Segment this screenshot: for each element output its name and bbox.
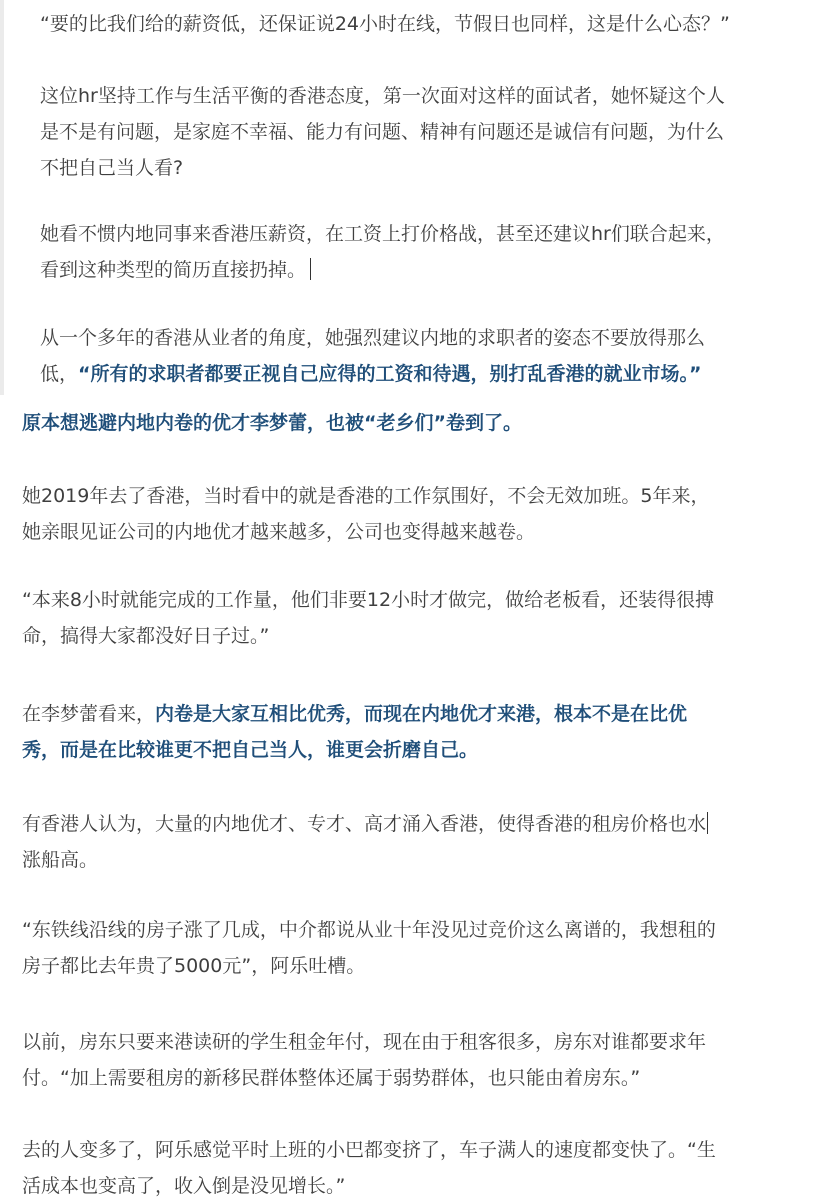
text-line: 她亲眼见证公司的内地优才越来越多，公司也变得越来越卷。 xyxy=(22,521,536,543)
body-paragraph-7 xyxy=(22,696,687,768)
section-heading: 原本想逃避内地内卷的优才李梦蕾，也被“老乡们”卷到了。 xyxy=(22,412,522,434)
text-line: 低， xyxy=(40,363,79,385)
text-line: “本来8小时就能完成的工作量，他们非要12小时才做完，做给老板看，还装得很搏 xyxy=(22,589,715,611)
text-line: 活成本也变高了，收入倒是没见增长。” xyxy=(22,1175,346,1197)
text-line: 不把自己当人看? xyxy=(40,157,184,179)
text-line: 涨船高。 xyxy=(22,849,99,871)
text-line: 房子都比去年贵了5000元”，阿乐吐槽。 xyxy=(22,955,366,977)
emphasis-text: 秀，而是在比较谁更不把自己当人，谁更会折磨自己。 xyxy=(22,739,479,761)
text-line: 以前，房东只要来港读研的学生租金年付，现在由于租客很多，房东对谁都要求年 xyxy=(22,1031,707,1053)
text-line: 有香港人认为，大量的内地优才、专才、高才涌入香港，使得香港的租房价格也水 xyxy=(22,813,707,835)
body-paragraph-11 xyxy=(22,1132,716,1204)
text-line: 她看不惯内地同事来香港压薪资，在工资上打价格战，甚至还建议hr们联合起来， xyxy=(40,223,725,245)
body-paragraph-9 xyxy=(22,912,716,984)
text-line: “要的比我们给的薪资低，还保证说24小时在线，节假日也同样，这是什么心态？” xyxy=(40,13,730,35)
text-cursor xyxy=(707,812,708,834)
quote-paragraph-1 xyxy=(40,6,730,42)
body-paragraph-8 xyxy=(22,806,708,878)
text-line: 这位hr坚持工作与生活平衡的香港态度，第一次面对这样的面试者，她怀疑这个人 xyxy=(40,85,725,107)
text-line: 在李梦蕾看来， xyxy=(22,703,156,725)
text-line: 是不是有问题，是家庭不幸福、能力有问题、精神有问题还是诚信有问题，为什么 xyxy=(40,121,725,143)
text-line: 去的人变多了，阿乐感觉平时上班的小巴都变挤了，车子满人的速度都变快了。“生 xyxy=(22,1139,716,1161)
text-line: 命，搞得大家都没好日子过。” xyxy=(22,625,270,647)
quote-paragraph-2 xyxy=(40,78,725,186)
text-line: 从一个多年的香港从业者的角度，她强烈建议内地的求职者的姿态不要放得那么 xyxy=(40,327,706,349)
text-line: 付。“加上需要租房的新移民群体整体还属于弱势群体，也只能由着房东。” xyxy=(22,1067,641,1089)
body-paragraph-6 xyxy=(22,582,714,654)
body-paragraph-5 xyxy=(22,478,709,550)
emphasis-text: 内卷是大家互相比优秀，而现在内地优才来港，根本不是在比优 xyxy=(155,703,688,725)
text-cursor xyxy=(310,258,311,280)
emphasis-text: “所有的求职者都要正视自己应得的工资和待遇，别打乱香港的就业市场。” xyxy=(78,363,702,385)
body-paragraph-10 xyxy=(22,1024,706,1096)
text-line: “东铁线沿线的房子涨了几成，中介都说从业十年没见过竞价这么离谱的，我想租的 xyxy=(22,919,716,941)
text-line: 她2019年去了香港，当时看中的就是香港的工作氛围好，不会无效加班。5年来， xyxy=(22,485,710,507)
quote-paragraph-4 xyxy=(40,320,705,392)
quote-paragraph-3 xyxy=(40,216,725,288)
text-line: 看到这种类型的简历直接扔掉。 xyxy=(40,259,307,281)
